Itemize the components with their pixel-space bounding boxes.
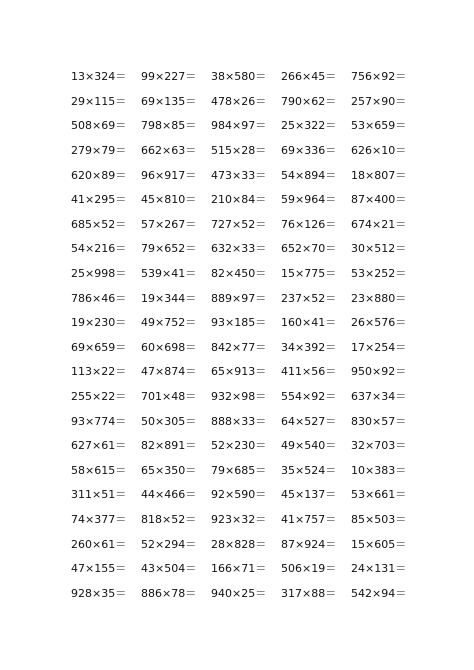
multiplication-problem: 19×230＝ bbox=[71, 316, 127, 330]
multiplication-problem: 662×63＝ bbox=[141, 144, 197, 158]
multiplication-problem: 45×810＝ bbox=[141, 193, 197, 207]
problem-row bbox=[71, 580, 421, 605]
multiplication-problem: 10×383＝ bbox=[351, 463, 407, 477]
multiplication-problem: 19×344＝ bbox=[141, 291, 197, 305]
multiplication-problem: 69×336＝ bbox=[281, 144, 337, 158]
multiplication-problem: 82×891＝ bbox=[141, 439, 197, 453]
multiplication-problem: 87×400＝ bbox=[351, 193, 407, 207]
multiplication-problem: 82×450＝ bbox=[211, 267, 267, 281]
multiplication-problem: 30×512＝ bbox=[351, 242, 407, 256]
multiplication-problem: 984×97＝ bbox=[211, 119, 267, 133]
multiplication-problem: 842×77＝ bbox=[211, 340, 267, 354]
problem-row bbox=[71, 162, 421, 187]
multiplication-problem: 790×62＝ bbox=[281, 94, 337, 108]
multiplication-problem: 818×52＝ bbox=[141, 512, 197, 526]
multiplication-problem: 478×26＝ bbox=[211, 94, 267, 108]
multiplication-problem: 928×35＝ bbox=[71, 586, 127, 600]
multiplication-problem: 506×19＝ bbox=[281, 562, 337, 576]
problem-row bbox=[71, 359, 421, 384]
multiplication-problem: 49×752＝ bbox=[141, 316, 197, 330]
multiplication-problem: 626×10＝ bbox=[351, 144, 407, 158]
multiplication-problem: 266×45＝ bbox=[281, 70, 337, 84]
multiplication-problem: 166×71＝ bbox=[211, 562, 267, 576]
multiplication-problem: 57×267＝ bbox=[141, 217, 197, 231]
multiplication-problem: 15×605＝ bbox=[351, 537, 407, 551]
multiplication-problem: 69×135＝ bbox=[141, 94, 197, 108]
problem-row bbox=[71, 310, 421, 335]
multiplication-problem: 52×230＝ bbox=[211, 439, 267, 453]
multiplication-problem: 29×115＝ bbox=[71, 94, 127, 108]
multiplication-problem: 41×757＝ bbox=[281, 512, 337, 526]
problem-row bbox=[71, 212, 421, 237]
multiplication-problem: 44×466＝ bbox=[141, 488, 197, 502]
multiplication-problem: 54×894＝ bbox=[281, 168, 337, 182]
multiplication-problem: 92×590＝ bbox=[211, 488, 267, 502]
multiplication-problem: 620×89＝ bbox=[71, 168, 127, 182]
multiplication-problem: 53×661＝ bbox=[351, 488, 407, 502]
problem-row bbox=[71, 482, 421, 507]
multiplication-problem: 85×503＝ bbox=[351, 512, 407, 526]
multiplication-problem: 632×33＝ bbox=[211, 242, 267, 256]
multiplication-problem: 940×25＝ bbox=[211, 586, 267, 600]
multiplication-problem: 257×90＝ bbox=[351, 94, 407, 108]
multiplication-problem: 260×61＝ bbox=[71, 537, 127, 551]
multiplication-problem: 889×97＝ bbox=[211, 291, 267, 305]
multiplication-problem: 637×34＝ bbox=[351, 390, 407, 404]
problem-row bbox=[71, 236, 421, 261]
multiplication-problem: 43×504＝ bbox=[141, 562, 197, 576]
problem-row bbox=[71, 384, 421, 409]
multiplication-problem: 15×775＝ bbox=[281, 267, 337, 281]
multiplication-problem: 279×79＝ bbox=[71, 144, 127, 158]
problem-row bbox=[71, 458, 421, 483]
problem-row bbox=[71, 335, 421, 360]
multiplication-problem: 888×33＝ bbox=[211, 414, 267, 428]
multiplication-problem: 727×52＝ bbox=[211, 217, 267, 231]
problem-row bbox=[71, 285, 421, 310]
multiplication-problem: 79×685＝ bbox=[211, 463, 267, 477]
multiplication-problem: 786×46＝ bbox=[71, 291, 127, 305]
multiplication-problem: 554×92＝ bbox=[281, 390, 337, 404]
multiplication-problem: 756×92＝ bbox=[351, 70, 407, 84]
multiplication-problem: 515×28＝ bbox=[211, 144, 267, 158]
multiplication-problem: 25×998＝ bbox=[71, 267, 127, 281]
multiplication-problem: 26×576＝ bbox=[351, 316, 407, 330]
multiplication-problem: 53×252＝ bbox=[351, 267, 407, 281]
multiplication-problem: 45×137＝ bbox=[281, 488, 337, 502]
multiplication-problem: 237×52＝ bbox=[281, 291, 337, 305]
problem-row bbox=[71, 408, 421, 433]
multiplication-problem: 652×70＝ bbox=[281, 242, 337, 256]
multiplication-problem: 932×98＝ bbox=[211, 390, 267, 404]
multiplication-problem: 65×913＝ bbox=[211, 365, 267, 379]
multiplication-problem: 13×324＝ bbox=[71, 70, 127, 84]
problem-row bbox=[71, 138, 421, 163]
worksheet-grid bbox=[71, 64, 421, 605]
multiplication-problem: 79×652＝ bbox=[141, 242, 197, 256]
multiplication-problem: 69×659＝ bbox=[71, 340, 127, 354]
multiplication-problem: 64×527＝ bbox=[281, 414, 337, 428]
multiplication-problem: 28×828＝ bbox=[211, 537, 267, 551]
multiplication-problem: 950×92＝ bbox=[351, 365, 407, 379]
multiplication-problem: 38×580＝ bbox=[211, 70, 267, 84]
multiplication-problem: 701×48＝ bbox=[141, 390, 197, 404]
multiplication-problem: 96×917＝ bbox=[141, 168, 197, 182]
multiplication-problem: 41×295＝ bbox=[71, 193, 127, 207]
problem-row bbox=[71, 89, 421, 114]
multiplication-problem: 52×294＝ bbox=[141, 537, 197, 551]
problem-row bbox=[71, 261, 421, 286]
multiplication-problem: 58×615＝ bbox=[71, 463, 127, 477]
multiplication-problem: 674×21＝ bbox=[351, 217, 407, 231]
multiplication-problem: 923×32＝ bbox=[211, 512, 267, 526]
multiplication-problem: 74×377＝ bbox=[71, 512, 127, 526]
multiplication-problem: 411×56＝ bbox=[281, 365, 337, 379]
multiplication-problem: 60×698＝ bbox=[141, 340, 197, 354]
multiplication-problem: 25×322＝ bbox=[281, 119, 337, 133]
multiplication-problem: 830×57＝ bbox=[351, 414, 407, 428]
multiplication-problem: 210×84＝ bbox=[211, 193, 267, 207]
multiplication-problem: 317×88＝ bbox=[281, 586, 337, 600]
multiplication-problem: 76×126＝ bbox=[281, 217, 337, 231]
multiplication-problem: 24×131＝ bbox=[351, 562, 407, 576]
multiplication-problem: 886×78＝ bbox=[141, 586, 197, 600]
multiplication-problem: 23×880＝ bbox=[351, 291, 407, 305]
multiplication-problem: 17×254＝ bbox=[351, 340, 407, 354]
multiplication-problem: 54×216＝ bbox=[71, 242, 127, 256]
multiplication-problem: 65×350＝ bbox=[141, 463, 197, 477]
multiplication-problem: 685×52＝ bbox=[71, 217, 127, 231]
multiplication-problem: 508×69＝ bbox=[71, 119, 127, 133]
multiplication-problem: 53×659＝ bbox=[351, 119, 407, 133]
problem-row bbox=[71, 187, 421, 212]
multiplication-problem: 311×51＝ bbox=[71, 488, 127, 502]
problem-row bbox=[71, 64, 421, 89]
multiplication-problem: 93×185＝ bbox=[211, 316, 267, 330]
problem-row bbox=[71, 531, 421, 556]
multiplication-problem: 539×41＝ bbox=[141, 267, 197, 281]
multiplication-problem: 798×85＝ bbox=[141, 119, 197, 133]
multiplication-problem: 34×392＝ bbox=[281, 340, 337, 354]
multiplication-problem: 49×540＝ bbox=[281, 439, 337, 453]
multiplication-problem: 47×874＝ bbox=[141, 365, 197, 379]
multiplication-problem: 47×155＝ bbox=[71, 562, 127, 576]
multiplication-problem: 35×524＝ bbox=[281, 463, 337, 477]
problem-row bbox=[71, 433, 421, 458]
multiplication-problem: 160×41＝ bbox=[281, 316, 337, 330]
multiplication-problem: 50×305＝ bbox=[141, 414, 197, 428]
multiplication-problem: 18×807＝ bbox=[351, 168, 407, 182]
multiplication-problem: 113×22＝ bbox=[71, 365, 127, 379]
multiplication-problem: 59×964＝ bbox=[281, 193, 337, 207]
problem-row bbox=[71, 113, 421, 138]
multiplication-problem: 542×94＝ bbox=[351, 586, 407, 600]
problem-row bbox=[71, 507, 421, 532]
multiplication-problem: 255×22＝ bbox=[71, 390, 127, 404]
multiplication-problem: 627×61＝ bbox=[71, 439, 127, 453]
multiplication-problem: 99×227＝ bbox=[141, 70, 197, 84]
multiplication-problem: 473×33＝ bbox=[211, 168, 267, 182]
multiplication-problem: 87×924＝ bbox=[281, 537, 337, 551]
multiplication-problem: 93×774＝ bbox=[71, 414, 127, 428]
problem-row bbox=[71, 556, 421, 581]
multiplication-problem: 32×703＝ bbox=[351, 439, 407, 453]
